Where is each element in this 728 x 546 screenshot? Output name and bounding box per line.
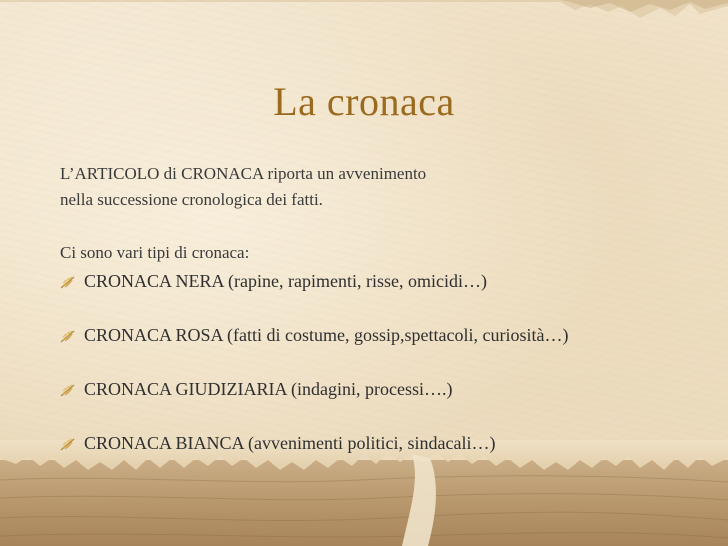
feather-icon: [60, 275, 76, 289]
spacer: [60, 213, 700, 239]
top-decoration: [0, 0, 728, 60]
bullet-text: CRONACA BIANCA (avvenimenti politici, sindacali…): [84, 433, 496, 453]
feather-icon: [60, 383, 76, 397]
spacer: [60, 295, 700, 321]
spacer: [60, 403, 700, 429]
spacer: [60, 349, 700, 375]
bullet-text: CRONACA NERA (rapine, rapimenti, risse, omicidi…): [84, 271, 487, 291]
slide-title: La cronaca: [273, 79, 455, 124]
bullet-text: CRONACA GIUDIZIARIA (indagini, processi….): [84, 379, 453, 399]
lead-text: Ci sono vari tipi di cronaca:: [60, 243, 250, 262]
feather-icon: [60, 329, 76, 343]
intro-line-2: nella successione cronologica dei fatti.: [60, 190, 323, 209]
bullet-text: CRONACA ROSA (fatti di costume, gossip,spettacoli, curiosità…): [84, 325, 569, 345]
slide-body: [60, 161, 700, 457]
bullet-item: [60, 267, 700, 295]
bullet-item: [60, 321, 700, 349]
intro-line-1: L’ARTICOLO di CRONACA riporta un avvenimento: [60, 164, 427, 183]
bullet-item: [60, 429, 700, 457]
feather-icon: [60, 437, 76, 451]
bullet-item: [60, 375, 700, 403]
